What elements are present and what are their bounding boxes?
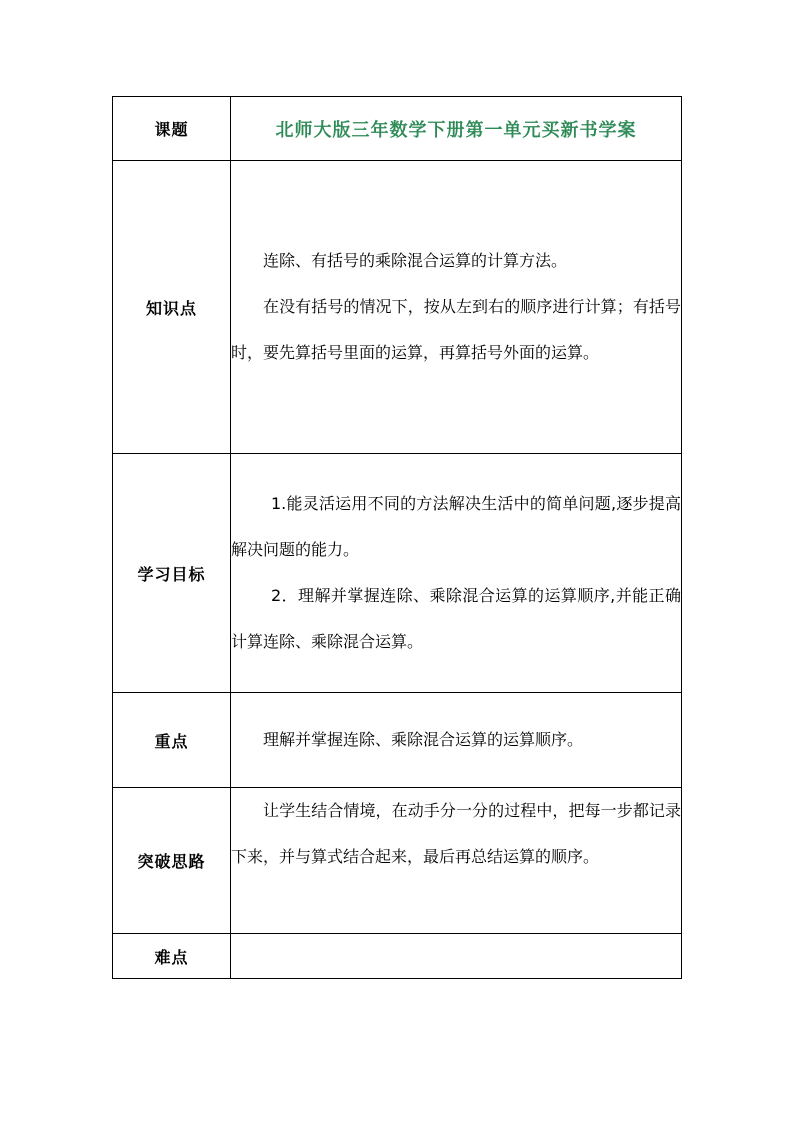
lesson-plan-table xyxy=(112,96,682,979)
knowledge-content xyxy=(231,161,682,454)
lesson-title: 北师大版三年数学下册第一单元买新书学案 xyxy=(231,97,682,161)
key-point-label: 重点 xyxy=(113,693,231,788)
goals-row xyxy=(113,454,682,693)
key-point-row xyxy=(113,693,682,788)
key-point-paragraph: 理解并掌握连除、乘除混合运算的运算顺序。 xyxy=(263,730,584,749)
breakthrough-content xyxy=(231,788,682,934)
goals-content xyxy=(231,454,682,693)
knowledge-label: 知识点 xyxy=(113,161,231,454)
breakthrough-paragraph: 让学生结合情境，在动手分一分的过程中，把每一步都记录下来，并与算式结合起来，最后再总结运算的顺序。 xyxy=(231,801,681,866)
breakthrough-label: 突破思路 xyxy=(113,788,231,934)
goals-label: 学习目标 xyxy=(113,454,231,693)
difficulty-label: 难点 xyxy=(113,934,231,979)
knowledge-row xyxy=(113,161,682,454)
knowledge-paragraph: 在没有括号的情况下，按从左到右的顺序进行计算；有括号时，要先算括号里面的运算，再算括号外面的运算。 xyxy=(231,297,681,362)
breakthrough-row xyxy=(113,788,682,934)
key-point-content xyxy=(231,693,682,788)
knowledge-paragraph: 连除、有括号的乘除混合运算的计算方法。 xyxy=(263,251,568,270)
difficulty-row xyxy=(113,934,682,979)
goal-item: 2．理解并掌握连除、乘除混合运算的运算顺序,并能正确计算连除、乘除混合运算。 xyxy=(231,586,681,651)
difficulty-content xyxy=(231,934,682,979)
goal-item: 1.能灵活运用不同的方法解决生活中的简单问题,逐步提高解决问题的能力。 xyxy=(231,494,681,559)
title-row xyxy=(113,97,682,161)
title-label: 课题 xyxy=(113,97,231,161)
